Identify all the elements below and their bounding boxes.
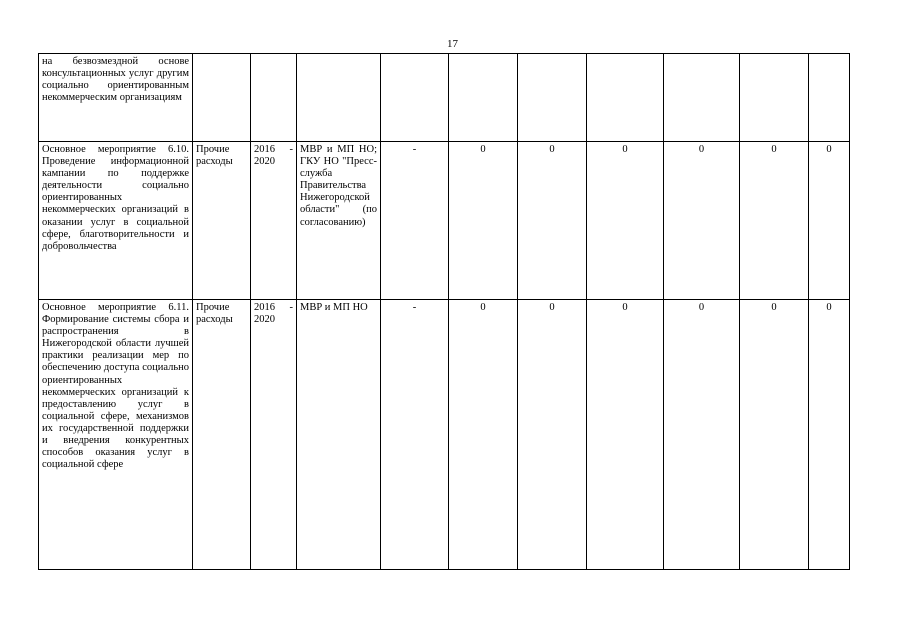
value-cell [587,54,664,142]
value-cell: 0 [809,300,850,570]
activity-description-cell: Основное мероприятие 6.11. Формирование системы сбора и распространения в Нижегородской области лучшей практики реализации мер по обеспечению доступа социально ориентированных некоммерческих организаций к предоставлению услуг в социальной сфере, механизмов их государственной поддержки и внедрения конкурентных способов оказания услуг в социальной сфере [39,300,193,570]
period-cell: 2016 - 2020 [251,300,297,570]
period-cell [251,54,297,142]
value-cell: 0 [587,142,664,300]
value-cell [740,54,809,142]
activity-description-cell: Основное мероприятие 6.10. Проведение информационной кампании по поддержке деятельности социально ориентированных некоммерческих организаций в оказании услуг в социальной сфере, благотворительности и добровольчества [39,142,193,300]
value-cell: - [381,300,449,570]
value-cell [664,54,740,142]
value-cell [809,54,850,142]
executors-cell: МВР и МП НО [297,300,381,570]
executors-cell: МВР и МП НО; ГКУ НО "Пресс-служба Правительства Нижегородской области" (по согласованию) [297,142,381,300]
value-cell [449,54,518,142]
expense-type-cell: Прочие расходы [193,142,251,300]
value-cell: 0 [587,300,664,570]
value-cell [518,54,587,142]
expense-type-cell [193,54,251,142]
value-cell: 0 [809,142,850,300]
table-row [39,300,850,570]
value-cell: 0 [664,142,740,300]
value-cell: 0 [664,300,740,570]
value-cell [381,54,449,142]
table-row [39,142,850,300]
value-cell: 0 [518,300,587,570]
value-cell: 0 [449,300,518,570]
value-cell: 0 [449,142,518,300]
value-cell: - [381,142,449,300]
page-number: 17 [447,38,458,50]
value-cell: 0 [518,142,587,300]
executors-cell [297,54,381,142]
expense-type-cell: Прочие расходы [193,300,251,570]
value-cell: 0 [740,300,809,570]
table-row [39,54,850,142]
value-cell: 0 [740,142,809,300]
period-cell: 2016 - 2020 [251,142,297,300]
activity-description-cell: на безвозмездной основе консультационных услуг другим социально ориентированным некоммерческим организациям [39,54,193,142]
program-activities-table [38,53,850,570]
